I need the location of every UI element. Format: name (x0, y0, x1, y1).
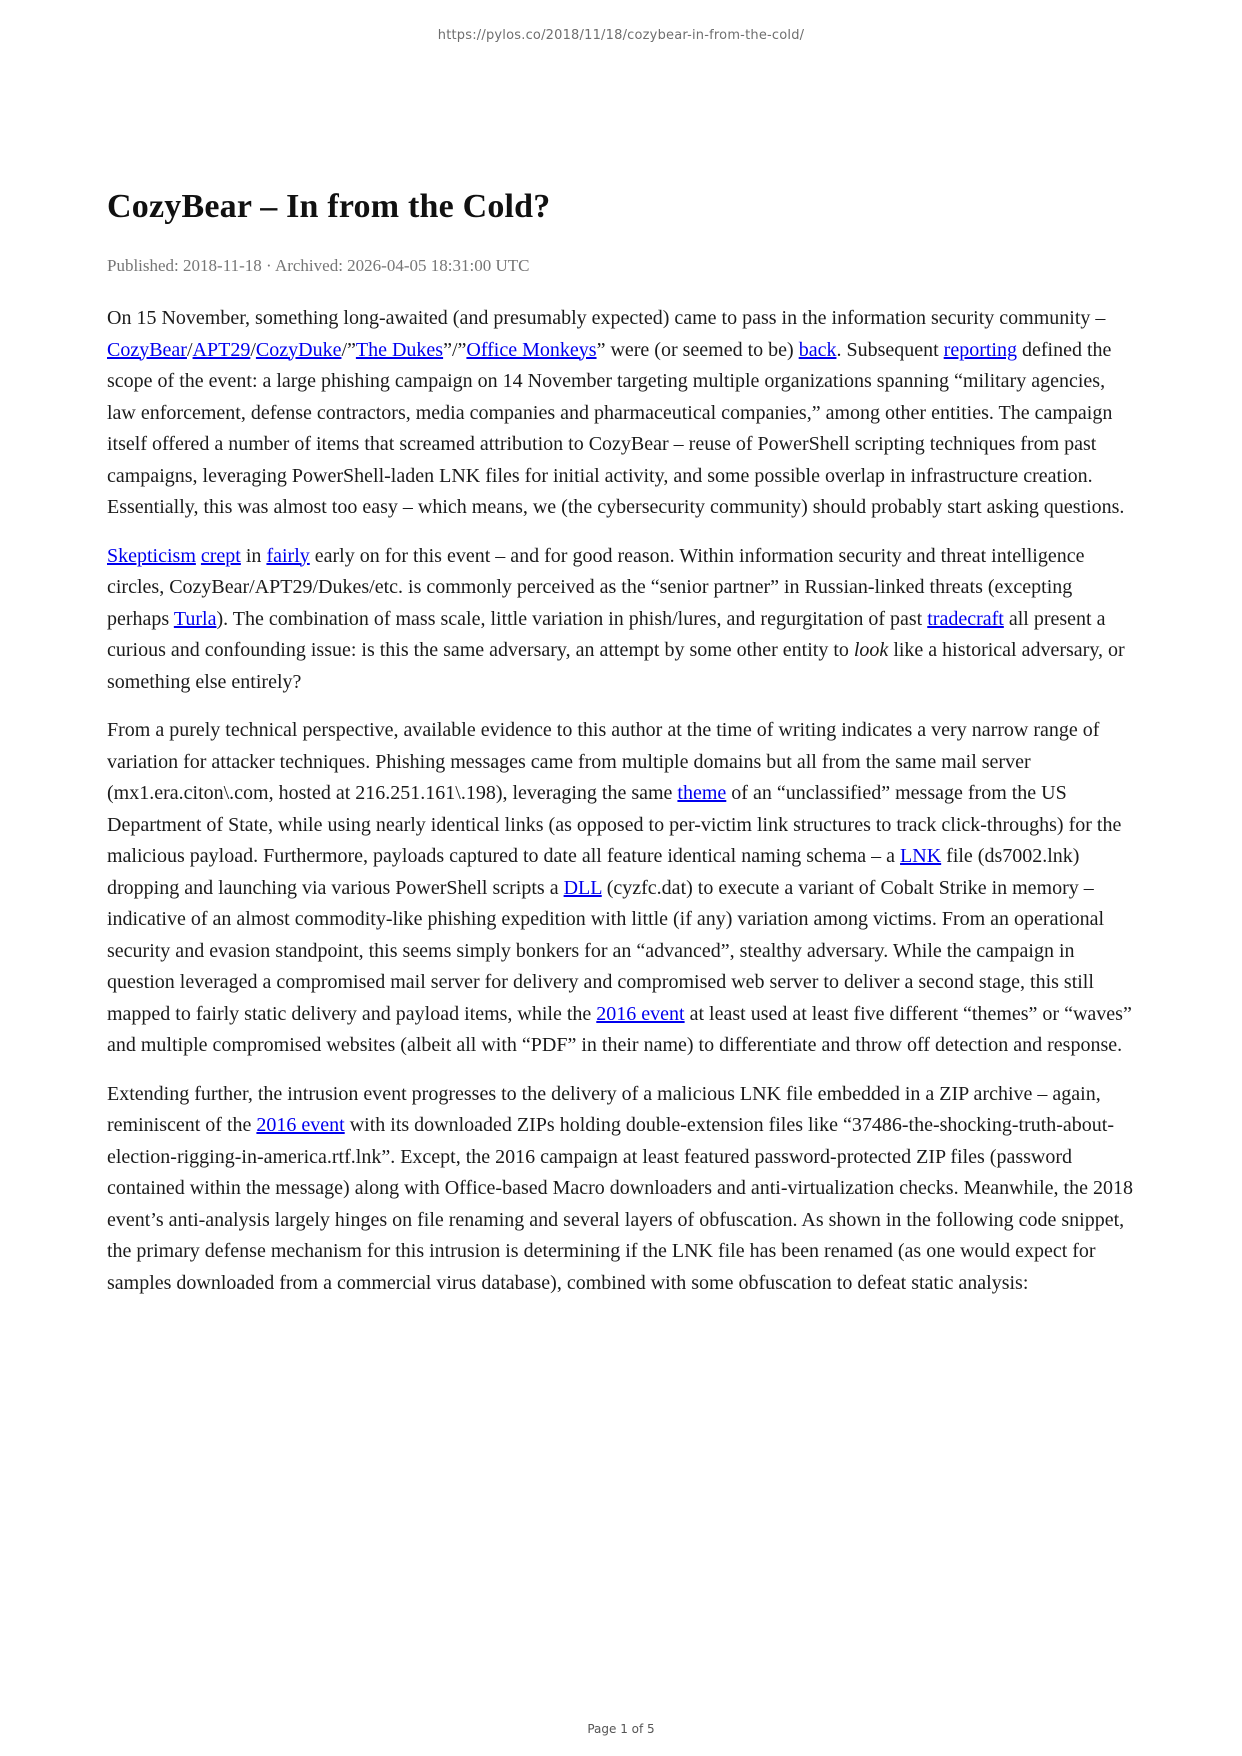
text-run: file (ds7002.lnk) dropping and launching via various PowerShell scripts a (107, 845, 1080, 899)
inline-link[interactable]: reporting (943, 338, 1017, 361)
inline-link[interactable]: CozyBear (107, 338, 187, 361)
text-run: . Subsequent (836, 338, 944, 361)
inline-link[interactable]: The Dukes (355, 338, 444, 361)
text-run: early on for this event – and for good reason. Within information security and threat intelligence circles, CozyBear/APT29/Dukes/etc. is commonly perceived as the “senior partner” in Russian-linked threats (excepting perhaps (107, 544, 1085, 630)
text-run: like a historical adversary, or something else entirely? (107, 639, 1125, 693)
inline-link[interactable]: Skepticism (107, 544, 196, 567)
article-meta: Published: 2018-11-18 · Archived: 2026-04-05 18:31:00 UTC (107, 256, 530, 275)
paragraph (107, 303, 1135, 524)
text-run: in (240, 544, 267, 567)
inline-link[interactable]: Office Monkeys (466, 338, 597, 361)
text-run: of an “unclassified” message from the US Department of State, while using nearly identical links (as opposed to per-victim link structures to track click-throughs) for the malicious payload. Furthermore, payloads captured to date all feature identical naming schema – a (107, 782, 1122, 867)
source-url: https://pylos.co/2018/11/18/cozybear-in-from-the-cold/ (437, 28, 805, 43)
text-run: /” (341, 338, 356, 361)
inline-link[interactable]: crept (200, 544, 241, 567)
inline-link[interactable]: APT29 (192, 338, 251, 361)
inline-link[interactable]: tradecraft (927, 607, 1004, 630)
text-run: ). The combination of mass scale, little variation in phish/lures, and regurgitation of past (216, 607, 928, 630)
emphasized-text: look (853, 639, 889, 661)
text-run: ”/” (443, 338, 467, 361)
text-run: On 15 November, something long-awaited (and presumably expected) came to pass in the information security community – (107, 307, 1106, 329)
text-run: From a purely technical perspective, available evidence to this author at the time of writing indicates a very narrow range of variation for attacker techniques. Phishing messages came from multiple domains but all from the same mail server (mx1.era.citon\.com, hosted at 216.251.161\.198), leveraging the same (107, 719, 1100, 804)
article-body (107, 276, 1135, 1299)
text-run: all present a curious and confounding issue: is this the same adversary, an attempt by some other entity to (107, 607, 1106, 661)
paragraph (107, 715, 1135, 1062)
inline-link[interactable]: theme (677, 782, 727, 804)
text-run: (cyzfc.dat) to execute a variant of Cobalt Strike in memory – indicative of an almost commodity-like phishing expedition with little (if any) variation among victims. From an operational security and evasion standpoint, this seems simply bonkers for an “advanced”, stealthy adversary. While the campaign in question leveraged a compromised mail server for delivery and compromised web server to deliver a second stage, this still mapped to fairly static delivery and payload items, while the (107, 876, 1105, 1025)
inline-link[interactable]: fairly (266, 544, 310, 567)
inline-link[interactable]: CozyDuke (255, 338, 342, 361)
text-run: defined the scope of the event: a large phishing campaign on 14 November targeting multiple organizations spanning “military agencies, law enforcement, defense contractors, media companies and pharmaceutical companies,” among other entities. The campaign itself offered a number of items that screamed attribution to CozyBear – reuse of PowerShell scripting techniques from past campaigns, leveraging PowerShell-laden LNK files for initial activity, and some possible overlap in infrastructure creation. Essentially, this was almost too easy – which means, we (the cybersecurity community) should probably start asking questions. (107, 338, 1125, 518)
paragraph (107, 541, 1135, 699)
page-number: Page 1 of 5 (587, 1722, 655, 1736)
inline-link[interactable]: 2016 event (596, 1002, 685, 1025)
text-run: / (250, 338, 256, 361)
inline-link[interactable]: LNK (900, 845, 942, 867)
inline-link[interactable]: 2016 event (256, 1114, 345, 1136)
paragraph (107, 1079, 1135, 1300)
text-run: with its downloaded ZIPs holding double-extension files like “37486-the-shocking-truth-about-election-rigging-in-america.rtf.lnk”. Except, the 2016 campaign at least featured password-protected ZIP files (password contained within the message) along with Office-based Macro downloaders and anti-virtualization checks. Meanwhile, the 2018 event’s anti-analysis largely hinges on file renaming and several layers of obfuscation. As shown in the following code snippet, the primary defense mechanism for this intrusion is determining if the LNK file has been renamed (as one would expect for samples downloaded from a commercial virus database), combined with some obfuscation to defeat static analysis: (107, 1114, 1133, 1294)
print-footer (0, 1722, 1242, 1736)
text-run: at least used at least five different “themes” or “waves” and multiple compromised websites (albeit all with “PDF” in their name) to differentiate and throw off detection and response. (107, 1002, 1132, 1056)
article (107, 0, 1135, 1316)
inline-link[interactable]: back (798, 338, 837, 361)
inline-link[interactable]: Turla (173, 607, 217, 630)
text-run: Extending further, the intrusion event progresses to the delivery of a malicious LNK file embedded in a ZIP archive – again, reminiscent of the (107, 1082, 1101, 1136)
page-title: CozyBear – In from the Cold? (107, 188, 551, 225)
inline-link[interactable]: DLL (563, 876, 602, 899)
text-run: ” were (or seemed to be) (596, 338, 799, 361)
text-run: / (186, 338, 193, 361)
